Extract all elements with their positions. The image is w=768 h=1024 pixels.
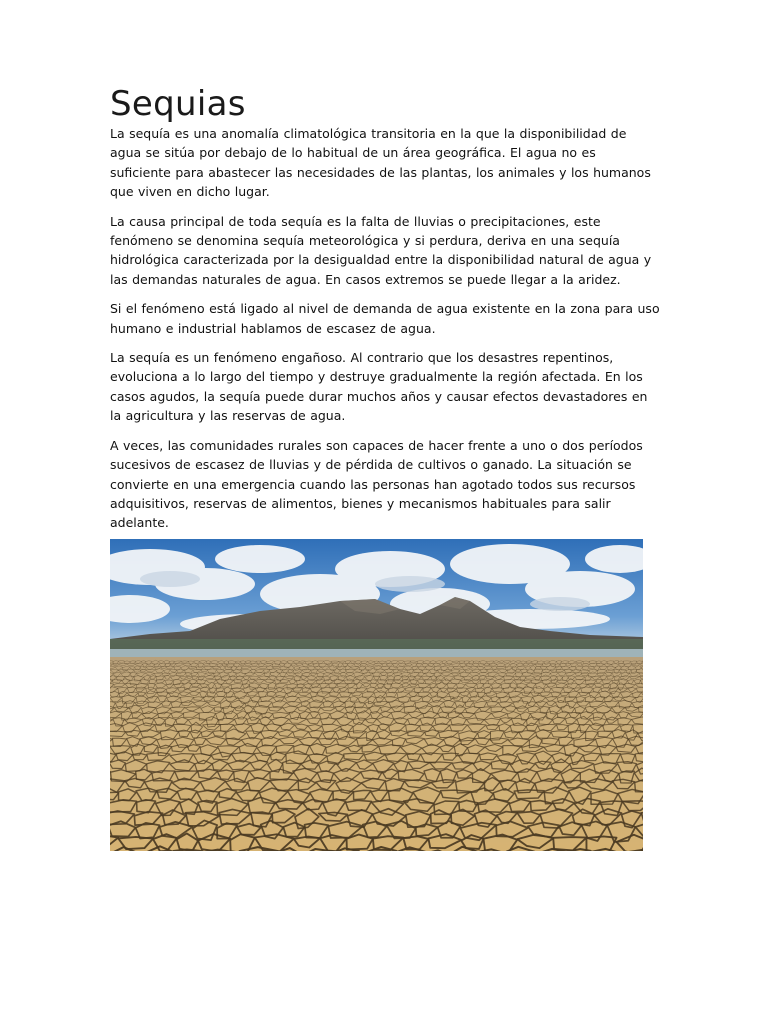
page-title: Sequias <box>110 84 246 124</box>
paragraph-1: La sequía es una anomalía climatológica transitoria en la que la disponibilidad de agua se sitúa por debajo de lo habitual de un área geográfica. El agua no es suficiente para abastecer las necesidades de las plantas, los animales y los humanos que viven en dicho lugar. <box>110 126 651 200</box>
paragraph-4: La sequía es un fenómeno engañoso. Al contrario que los desastres repentinos, evoluciona a lo largo del tiempo y destruye gradualmente la región afectada. En los casos agudos, la sequía puede durar muchos años y causar efectos devastadores en la agricultura y las reservas de agua. <box>110 350 648 424</box>
drought-landscape-image <box>110 539 643 851</box>
paragraph-5: A veces, las comunidades rurales son capaces de hacer frente a uno o dos períodos sucesivos de escasez de lluvias y de pérdida de cultivos o ganado. La situación se convierte en una emergencia cuando las personas han agotado todos sus recursos adquisitivos, reservas de alimentos, bienes y mecanismos habituales para salir adelante. <box>110 437 643 531</box>
paragraph-2: La causa principal de toda sequía es la falta de lluvias o precipitaciones, este fenómeno se denomina sequía meteorológica y si perdura, deriva en una sequía hidrológica caracterizada por la desigualdad entre la disponibilidad natural de agua y las demandas naturales de agua. En casos extremos se puede llegar a la aridez. <box>110 213 652 287</box>
document-body <box>110 84 660 543</box>
paragraph-3: Si el fenómeno está ligado al nivel de demanda de agua existente en la zona para uso humano e industrial hablamos de escasez de agua. <box>110 301 660 336</box>
